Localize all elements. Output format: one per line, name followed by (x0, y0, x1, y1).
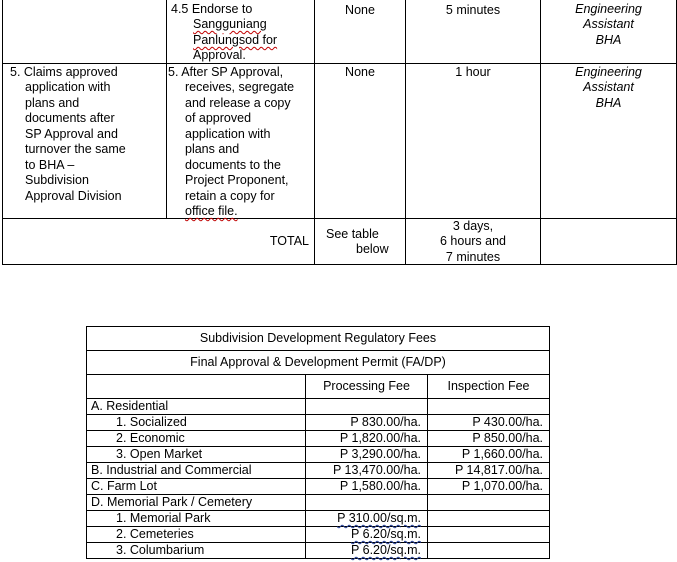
fee-row-label: 1. Socialized (116, 415, 187, 429)
step-5-line-8: Project Proponent, (185, 173, 289, 187)
step-4-5-line-3 (193, 33, 277, 49)
step-5-line-3: and release a copy (185, 96, 291, 110)
inspection-fee: P 1,070.00/ha. (461, 479, 543, 493)
client-5-line-3: plans and (25, 96, 80, 110)
fee-5: None (345, 65, 375, 79)
client-5-line-6: turnover the same (25, 142, 126, 156)
processing-fee (306, 527, 421, 543)
fee-row-label: A. Residential (91, 399, 169, 413)
time-4-5: 5 minutes (445, 3, 501, 17)
client-5-line-1: 5. Claims approved (10, 65, 118, 79)
processing-fee-text: P 310.00/sq.m. (337, 511, 421, 525)
fees-title: Subdivision Development Regulatory Fees (199, 331, 437, 345)
person-5-line-3: BHA (595, 96, 622, 110)
step-5-line-5: application with (185, 127, 271, 141)
step-5-line-10 (185, 204, 238, 220)
client-5-line-4: documents after (25, 111, 115, 125)
processing-fee (306, 543, 421, 559)
processing-fee: P 1,580.00/ha. (339, 479, 421, 493)
person-5-line-1: Engineering (575, 65, 642, 79)
inspection-fee: P 430.00/ha. (472, 415, 543, 429)
step-4-5-line-3-text: Panlungsod for (193, 33, 278, 47)
step-5-line-4: of approved (185, 111, 252, 125)
client-5-line-2: application with (25, 80, 111, 94)
total-time-line-1: 3 days, (452, 219, 494, 233)
total-time-line-2: 6 hours and (439, 234, 507, 248)
client-5-line-5: SP Approval and (25, 127, 118, 141)
person-4-5-line-2: Assistant (583, 17, 634, 31)
client-5-line-7: to BHA – (25, 158, 75, 172)
step-4-5-line-2: Sangguniang (193, 17, 267, 31)
processing-fee: P 1,820.00/ha. (339, 431, 421, 445)
person-4-5-line-1: Engineering (575, 2, 642, 16)
fee-row-label: 1. Memorial Park (116, 511, 211, 525)
processing-fee-text: P 6.20/sq.m. (351, 543, 421, 557)
total-fee-line-2: below (356, 242, 389, 256)
processing-fee: P 13,470.00/ha. (332, 463, 421, 477)
fee-row-label: 3. Columbarium (116, 543, 205, 557)
step-5-line-6: plans and (185, 142, 240, 156)
fee-row-label: 2. Economic (116, 431, 185, 445)
processing-fee: P 830.00/ha. (350, 415, 421, 429)
step-5-line-1: 5. After SP Approval, (168, 65, 284, 79)
processing-fee-text: P 6.20/sq.m. (351, 527, 421, 541)
step-5-line-9: retain a copy for (185, 189, 275, 203)
inspection-fee: P 14,817.00/ha. (454, 463, 543, 477)
processing-fee (306, 511, 421, 527)
fee-row-label: 2. Cemeteries (116, 527, 194, 541)
client-5-line-8: Subdivision (25, 173, 89, 187)
client-5-line-9: Approval Division (25, 189, 122, 203)
person-4-5-line-3: BHA (595, 33, 622, 47)
total-label: TOTAL (269, 234, 309, 248)
inspection-fee: P 850.00/ha. (472, 431, 543, 445)
fees-subtitle: Final Approval & Development Permit (FA/DP) (190, 355, 446, 369)
processing-fee: P 3,290.00/ha. (339, 447, 421, 461)
fee-row-label: 3. Open Market (116, 447, 203, 461)
step-4-5-line-1: 4.5 Endorse to (171, 2, 253, 16)
step-4-5-line-4: Approval. (193, 48, 246, 62)
col-header-processing: Processing Fee (323, 379, 410, 393)
time-5: 1 hour (455, 65, 491, 79)
step-5-line-7: documents to the (185, 158, 281, 172)
total-fee-line-1: See table (326, 227, 379, 241)
step-5-line-2: receives, segregate (185, 80, 295, 94)
total-time-line-3: 7 minutes (445, 250, 501, 264)
fee-row-label: B. Industrial and Commercial (91, 463, 252, 477)
fee-row-label: D. Memorial Park / Cemetery (91, 495, 253, 509)
person-5-line-2: Assistant (583, 80, 634, 94)
fee-row-label: C. Farm Lot (91, 479, 157, 493)
col-header-inspection: Inspection Fee (447, 379, 530, 393)
step-5-line-10-text: office file. (185, 204, 238, 218)
fee-4-5: None (345, 3, 375, 17)
inspection-fee: P 1,660.00/ha. (461, 447, 543, 461)
